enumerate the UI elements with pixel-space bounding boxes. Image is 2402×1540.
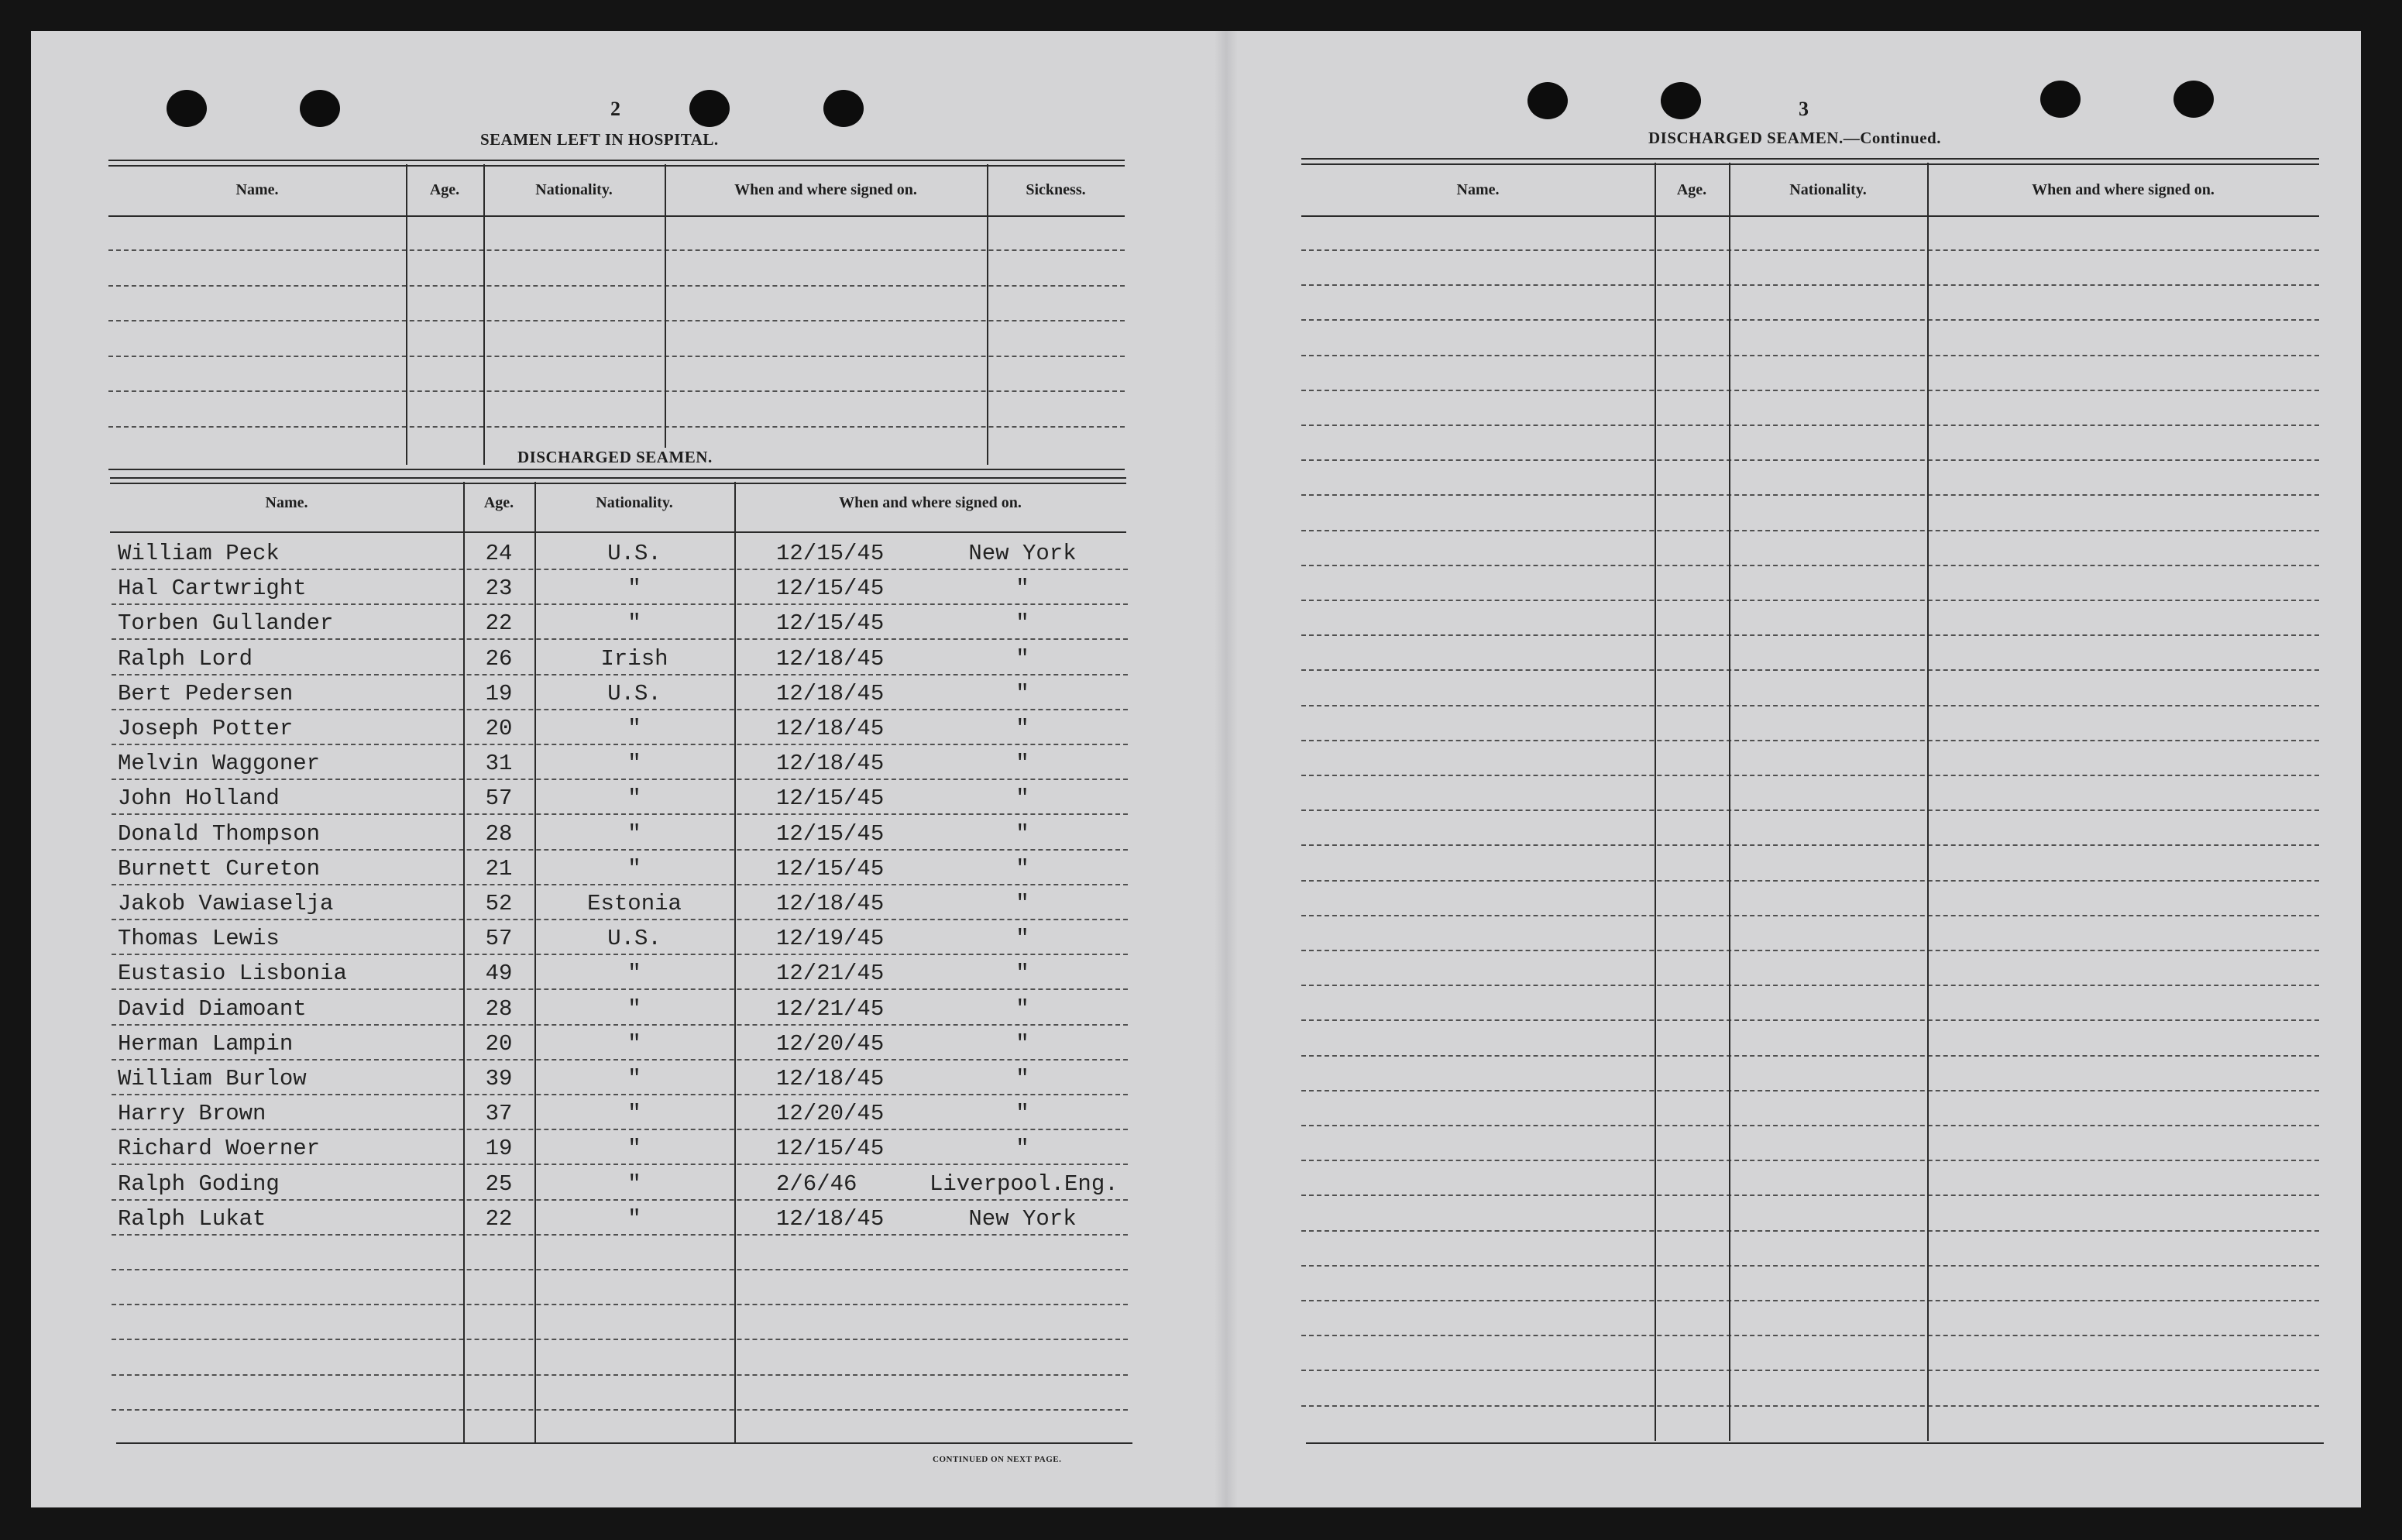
ruled-line	[1301, 459, 2319, 461]
continued-note: CONTINUED ON NEXT PAGE.	[933, 1455, 1062, 1464]
signed-on-date: 12/15/45	[776, 820, 885, 847]
seaman-nationality: "	[627, 1030, 641, 1057]
right-bottom-rule	[1306, 1442, 2324, 1444]
punch-hole-icon	[2173, 81, 2214, 118]
ruled-line	[1301, 565, 2319, 566]
ruled-line	[112, 1024, 1128, 1026]
seaman-nationality: U.S.	[607, 926, 661, 952]
hospital-col-divider	[987, 164, 988, 465]
hospital-col-sickness: Sickness.	[1026, 181, 1086, 198]
seaman-nationality: "	[627, 785, 641, 812]
ruled-line	[112, 1409, 1128, 1411]
ruled-line	[1301, 634, 2319, 636]
discharged-col-name: Name.	[265, 494, 308, 511]
signed-on-date: 12/15/45	[776, 785, 885, 812]
ruled-line	[112, 1339, 1128, 1340]
right-section-title: DISCHARGED SEAMEN.—Continued.	[1648, 129, 1941, 147]
seaman-name: Burnett Cureton	[118, 855, 321, 882]
ruled-line	[1301, 1405, 2319, 1407]
signed-on-place: "	[1015, 961, 1029, 987]
seaman-age: 25	[485, 1170, 513, 1197]
discharged-top-rule	[110, 477, 1126, 484]
hospital-col-age: Age.	[429, 181, 460, 198]
signed-on-date: 12/18/45	[776, 751, 885, 777]
ruled-line	[112, 849, 1128, 851]
seaman-nationality: "	[627, 1205, 641, 1232]
discharged-bottom-rule	[116, 1442, 1132, 1444]
seaman-name: Harry Brown	[118, 1101, 266, 1127]
seaman-nationality: "	[627, 855, 641, 882]
signed-on-place: "	[1015, 1066, 1029, 1091]
punch-hole-icon	[167, 90, 207, 127]
ruled-line	[1301, 600, 2319, 601]
ruled-line	[1301, 530, 2319, 531]
seaman-name: Torben Gullander	[118, 610, 334, 637]
ruled-line	[112, 1094, 1128, 1095]
ruled-line	[1301, 950, 2319, 951]
right-col-divider	[1729, 163, 1730, 1441]
signed-on-place: "	[1015, 995, 1029, 1022]
ruled-line	[112, 674, 1128, 675]
seaman-nationality: "	[627, 820, 641, 847]
ruled-line	[1301, 775, 2319, 776]
hospital-col-nationality: Nationality.	[535, 181, 613, 198]
seaman-age: 31	[485, 751, 513, 777]
seaman-nationality: "	[627, 751, 641, 777]
seaman-nationality: U.S.	[607, 541, 661, 566]
ruled-line	[1301, 1195, 2319, 1196]
ruled-line	[112, 638, 1128, 640]
seaman-age: 49	[485, 961, 513, 987]
seaman-name: Bert Pedersen	[118, 680, 294, 706]
discharged-col-nationality: Nationality.	[596, 494, 673, 511]
seaman-nationality: Irish	[600, 645, 668, 672]
seaman-name: Joseph Potter	[118, 716, 294, 741]
seaman-nationality: "	[627, 1101, 641, 1127]
signed-on-date: 12/18/45	[776, 1066, 885, 1091]
ruled-line	[1301, 915, 2319, 916]
hospital-bottom-rule	[108, 469, 1125, 470]
ruled-line	[112, 779, 1128, 780]
hospital-col-signed-on: When and where signed on.	[734, 181, 917, 198]
signed-on-place: Liverpool.Eng.	[930, 1170, 1119, 1197]
ruled-line	[1301, 669, 2319, 671]
signed-on-place: "	[1015, 785, 1029, 812]
seaman-name: Ralph Lord	[118, 645, 253, 672]
seaman-age: 26	[485, 645, 513, 672]
signed-on-place: "	[1015, 820, 1029, 847]
seaman-age: 19	[485, 680, 513, 706]
seaman-name: Eustasio Lisbonia	[118, 961, 347, 987]
right-col-divider	[1655, 163, 1656, 1441]
right-top-rule	[1301, 158, 2319, 165]
signed-on-date: 12/20/45	[776, 1101, 885, 1127]
seaman-name: Ralph Lukat	[118, 1205, 266, 1232]
signed-on-date: 12/15/45	[776, 576, 885, 602]
ruled-line	[108, 426, 1125, 428]
seaman-name: Thomas Lewis	[118, 926, 280, 952]
ruled-line	[112, 1304, 1128, 1305]
page-number: 3	[1799, 98, 1809, 120]
ruled-line	[1301, 1335, 2319, 1336]
ruled-line	[112, 1059, 1128, 1060]
seaman-name: David Diamoant	[118, 995, 307, 1022]
right-col-signed-on: When and where signed on.	[2032, 181, 2215, 198]
signed-on-date: 12/18/45	[776, 891, 885, 916]
seaman-age: 20	[485, 716, 513, 741]
right-header-rule	[1301, 215, 2319, 217]
signed-on-date: 12/15/45	[776, 610, 885, 637]
seaman-name: Melvin Waggoner	[118, 751, 321, 777]
signed-on-date: 12/18/45	[776, 680, 885, 706]
ruled-line	[112, 1164, 1128, 1165]
punch-hole-icon	[1527, 82, 1568, 119]
punch-hole-icon	[689, 90, 730, 127]
ledger-sheet	[31, 31, 2361, 1507]
hospital-top-rule	[108, 160, 1125, 167]
ruled-line	[112, 1199, 1128, 1201]
ruled-line	[1301, 1230, 2319, 1232]
seaman-name: Herman Lampin	[118, 1030, 294, 1057]
ruled-line	[112, 1374, 1128, 1376]
ruled-line	[1301, 844, 2319, 846]
right-col-nationality: Nationality.	[1789, 181, 1867, 198]
ruled-line	[112, 813, 1128, 815]
ruled-line	[1301, 390, 2319, 391]
ruled-line	[1301, 880, 2319, 882]
ruled-line	[1301, 1370, 2319, 1371]
signed-on-place: "	[1015, 1136, 1029, 1162]
right-col-age: Age.	[1676, 181, 1707, 198]
seaman-age: 19	[485, 1136, 513, 1162]
signed-on-place: "	[1015, 855, 1029, 882]
hospital-section-title: SEAMEN LEFT IN HOSPITAL.	[480, 130, 719, 149]
seaman-age: 23	[485, 576, 513, 602]
seaman-name: John Holland	[118, 785, 280, 812]
seaman-nationality: "	[627, 1170, 641, 1197]
discharged-col-divider	[463, 482, 465, 1442]
ruled-line	[108, 285, 1125, 287]
discharged-col-divider	[534, 482, 536, 1442]
punch-hole-icon	[300, 90, 340, 127]
punch-hole-icon	[2040, 81, 2081, 118]
ruled-line	[1301, 1125, 2319, 1126]
seaman-name: Ralph Goding	[118, 1170, 280, 1197]
signed-on-place: "	[1015, 751, 1029, 777]
page-number: 2	[610, 98, 620, 120]
ruled-line	[112, 884, 1128, 885]
ruled-line	[112, 954, 1128, 955]
ruled-line	[108, 390, 1125, 392]
signed-on-place: "	[1015, 610, 1029, 637]
hospital-col-divider	[665, 164, 666, 465]
seaman-age: 37	[485, 1101, 513, 1127]
seaman-nationality: U.S.	[607, 680, 661, 706]
ruled-line	[1301, 740, 2319, 741]
seaman-age: 24	[485, 541, 513, 566]
ruled-line	[1301, 1019, 2319, 1021]
seaman-age: 57	[485, 785, 513, 812]
ruled-line	[112, 569, 1128, 570]
punch-hole-icon	[1661, 82, 1701, 119]
seaman-name: Donald Thompson	[118, 820, 321, 847]
seaman-age: 22	[485, 1205, 513, 1232]
ruled-line	[1301, 249, 2319, 251]
signed-on-date: 12/15/45	[776, 855, 885, 882]
right-col-name: Name.	[1456, 181, 1500, 198]
ruled-line	[112, 1269, 1128, 1270]
seaman-nationality: "	[627, 716, 641, 741]
signed-on-place: "	[1015, 576, 1029, 602]
hospital-header-rule	[108, 215, 1125, 217]
hospital-col-divider	[406, 164, 407, 465]
signed-on-date: 12/19/45	[776, 926, 885, 952]
ruled-line	[1301, 810, 2319, 811]
discharged-col-divider	[734, 482, 736, 1442]
ruled-line	[112, 919, 1128, 920]
ruled-line	[108, 320, 1125, 321]
signed-on-date: 12/21/45	[776, 961, 885, 987]
discharged-section-title: DISCHARGED SEAMEN.	[511, 448, 719, 467]
ruled-line	[108, 356, 1125, 357]
seaman-age: 20	[485, 1030, 513, 1057]
signed-on-place: "	[1015, 716, 1029, 741]
ruled-line	[112, 988, 1128, 990]
ruled-line	[1301, 705, 2319, 706]
signed-on-place: New York	[968, 1205, 1077, 1232]
signed-on-date: 12/18/45	[776, 645, 885, 672]
seaman-name: William Peck	[118, 541, 280, 566]
seaman-nationality: "	[627, 576, 641, 602]
signed-on-date: 2/6/46	[776, 1170, 857, 1197]
hospital-col-divider	[483, 164, 485, 465]
ruled-line	[1301, 1055, 2319, 1057]
signed-on-date: 12/21/45	[776, 995, 885, 1022]
signed-on-date: 12/15/45	[776, 541, 885, 566]
seaman-nationality: "	[627, 1066, 641, 1091]
ruled-line	[112, 1234, 1128, 1236]
ruled-line	[1301, 985, 2319, 986]
signed-on-place: "	[1015, 926, 1029, 952]
ruled-line	[1301, 494, 2319, 496]
ruled-line	[112, 1129, 1128, 1130]
ruled-line	[1301, 284, 2319, 286]
right-col-divider	[1927, 163, 1929, 1441]
signed-on-date: 12/20/45	[776, 1030, 885, 1057]
right-page	[1224, 31, 2361, 1507]
signed-on-place: New York	[968, 541, 1077, 566]
discharged-header-rule	[110, 531, 1126, 533]
ruled-line	[1301, 1090, 2319, 1091]
seaman-age: 22	[485, 610, 513, 637]
signed-on-place: "	[1015, 1030, 1029, 1057]
ruled-line	[108, 249, 1125, 251]
discharged-col-age: Age.	[483, 494, 514, 511]
seaman-nationality: "	[627, 995, 641, 1022]
seaman-name: Jakob Vawiaselja	[118, 891, 334, 916]
ruled-line	[1301, 1160, 2319, 1161]
seaman-nationality: "	[627, 610, 641, 637]
ruled-line	[1301, 1300, 2319, 1301]
seaman-age: 21	[485, 855, 513, 882]
ruled-line	[112, 603, 1128, 605]
seaman-name: Richard Woerner	[118, 1136, 321, 1162]
seaman-name: Hal Cartwright	[118, 576, 307, 602]
seaman-age: 52	[485, 891, 513, 916]
ruled-line	[1301, 355, 2319, 356]
ruled-line	[112, 709, 1128, 710]
ruled-line	[1301, 319, 2319, 321]
signed-on-place: "	[1015, 645, 1029, 672]
seaman-age: 39	[485, 1066, 513, 1091]
seaman-age: 57	[485, 926, 513, 952]
seaman-nationality: "	[627, 1136, 641, 1162]
ruled-line	[1301, 1265, 2319, 1267]
signed-on-date: 12/18/45	[776, 716, 885, 741]
seaman-nationality: Estonia	[587, 891, 682, 916]
discharged-col-signed-on: When and where signed on.	[839, 494, 1022, 511]
signed-on-date: 12/18/45	[776, 1205, 885, 1232]
seaman-age: 28	[485, 820, 513, 847]
ruled-line	[1301, 425, 2319, 426]
seaman-nationality: "	[627, 961, 641, 987]
signed-on-place: "	[1015, 680, 1029, 706]
signed-on-place: "	[1015, 1101, 1029, 1127]
signed-on-place: "	[1015, 891, 1029, 916]
hospital-col-name: Name.	[235, 181, 279, 198]
seaman-name: William Burlow	[118, 1066, 307, 1091]
signed-on-date: 12/15/45	[776, 1136, 885, 1162]
punch-hole-icon	[823, 90, 864, 127]
left-page	[31, 31, 1215, 1507]
seaman-age: 28	[485, 995, 513, 1022]
ruled-line	[112, 744, 1128, 745]
